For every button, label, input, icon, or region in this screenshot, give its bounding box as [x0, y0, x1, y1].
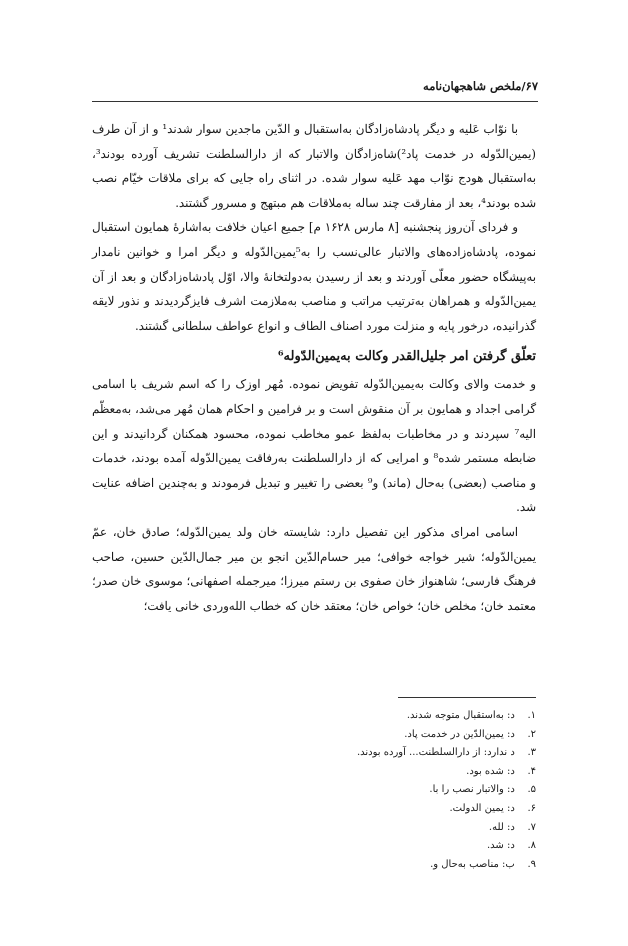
footnote-number: ۸. — [527, 840, 536, 852]
footnote-item — [150, 726, 536, 745]
running-header: ۶۷/ملخص شاهجهان‌نامه — [423, 79, 538, 93]
footnote-text: د: شد. — [487, 840, 515, 852]
paragraph: و فردای آن‌روز پنجشنبه [۸ مارس ۱۶۲۸ م] جمیع اعیان خلافت به‌اشارهٔ همایون استقبال نموده، پادشاه‌زاده‌های والاتبار عالی‌نسب را به⁵یمین‌الدّوله و دیگر امرا و خوانین نامدار به‌پیشگاه حضور معلّی آوردند و بعد از رسیدن به‌دولتخانهٔ والا، اوّل پادشاه‌زادگان و بعد از آن یمین‌الدّوله و همراهان به‌ترتیب مراتب و مناصب به‌ملازمت اشرف فایزگردیدند و نذور لایقه گذرانیده، درخور پایه و منزلت مورد اصناف الطاف و انواع عواطف سلطانی گشتند. — [92, 220, 536, 333]
footnote-number: ۲. — [527, 728, 536, 740]
footnote-text: د: به‌استقبال متوجه شدند. — [406, 710, 515, 721]
footnote-item — [150, 763, 536, 782]
footnote-item — [150, 819, 536, 838]
footnote-text: د: یمین الدولت. — [449, 802, 515, 814]
footnote-number: ۴. — [527, 765, 536, 777]
section-heading: تعلّق گرفتن امر جلیل‌القدر وکالت به‌یمین‌الدّوله⁶ — [277, 349, 536, 365]
footnote-list — [150, 707, 536, 874]
footnote-text: ب: مناصب به‌حال و. — [430, 858, 515, 870]
footnote-item — [150, 781, 536, 800]
header-divider — [92, 101, 538, 102]
footnote-number: ۹. — [527, 858, 536, 870]
footnote-item — [150, 744, 536, 763]
footnote-text: د: لله. — [488, 821, 515, 833]
footnote-text: د ندارد: از دارالسلطنت... آورده بودند. — [356, 747, 515, 759]
footnote-number: ۵. — [527, 784, 536, 796]
footnote-text: د: شده بود. — [466, 765, 515, 777]
footnote-number: ۳. — [527, 747, 536, 759]
footnote-text: د: یمین‌الدّین در خدمت پاد. — [404, 728, 515, 740]
footnote-number: ۶. — [527, 802, 536, 814]
main-text — [92, 117, 536, 618]
paragraph: با نوّاب عَلیه و دیگر پادشاه‌زادگان به‌استقبال و الدّین ماجدین سوار شدند¹ و از آن طرف (یمین‌الدّوله در خدمت پاد²)شاه‌زادگان والاتبار که از دارالسلطنت تشریف آورده بودند³، به‌استقبال هودج نوّاب مهد عَلیه سوار شده. در اثنای راه جایی که برای ملاقات خیّام نصب شده بودند⁴، بعد از مفارقت چند ساله به‌ملاقات هم مبتهج و مسرور گشتند. — [92, 122, 536, 210]
footnote-item — [150, 856, 536, 875]
footnote-number: ۱. — [527, 710, 536, 721]
paragraph: اسامی امرای مذکور این تفصیل دارد: شایسته خان ولد یمین‌الدّوله؛ صادق خان، عمّ یمین‌الدّوله؛ شیر خواجه خوافی؛ میر حسام‌الدّین انجو بن میر جمال‌الدّین حسین، صاحب فرهنگ فارسی؛ شاهنواز خان صفوی بن رستم میرزا؛ میرجمله اصفهانی؛ موسوی خان صدر؛ معتمد خان؛ مخلص خان؛ خواص خان؛ معتقد خان که خطاب الله‌وردی خانی یافت؛ — [92, 524, 536, 613]
footnote-item — [150, 800, 536, 819]
paragraph: و خدمت والای وکالت به‌یمین‌الدّوله تفویض نموده. مُهر اوزک را که اسم شریف با اسامی گرامی اجداد و همایون بر آن منقوش است و بر فرامین و احکام همان مُهر می‌شد، به‌معظّم الیه⁷ سپردند و در مخاطبات به‌لفظ عمو مخاطب نموده، محسود همکنان گردانیدند و این ضابطه مستمر شده⁸ و امرایی که از دارالسلطنت به‌رفاقت یمین‌الدّوله آمده بودند، خدمات و مناصب (بعضی) به‌حال (ماند) و⁹ بعضی را تغییر و تبدیل فرمودند و به‌چندین اضافه عنایت شد. — [92, 377, 536, 515]
footnote-item — [150, 837, 536, 856]
footnote-text: د: والاتبار نصب را با. — [429, 784, 515, 796]
footnote-divider — [398, 697, 536, 698]
footnote-number: ۷. — [527, 821, 536, 833]
footnote-item — [150, 707, 536, 726]
